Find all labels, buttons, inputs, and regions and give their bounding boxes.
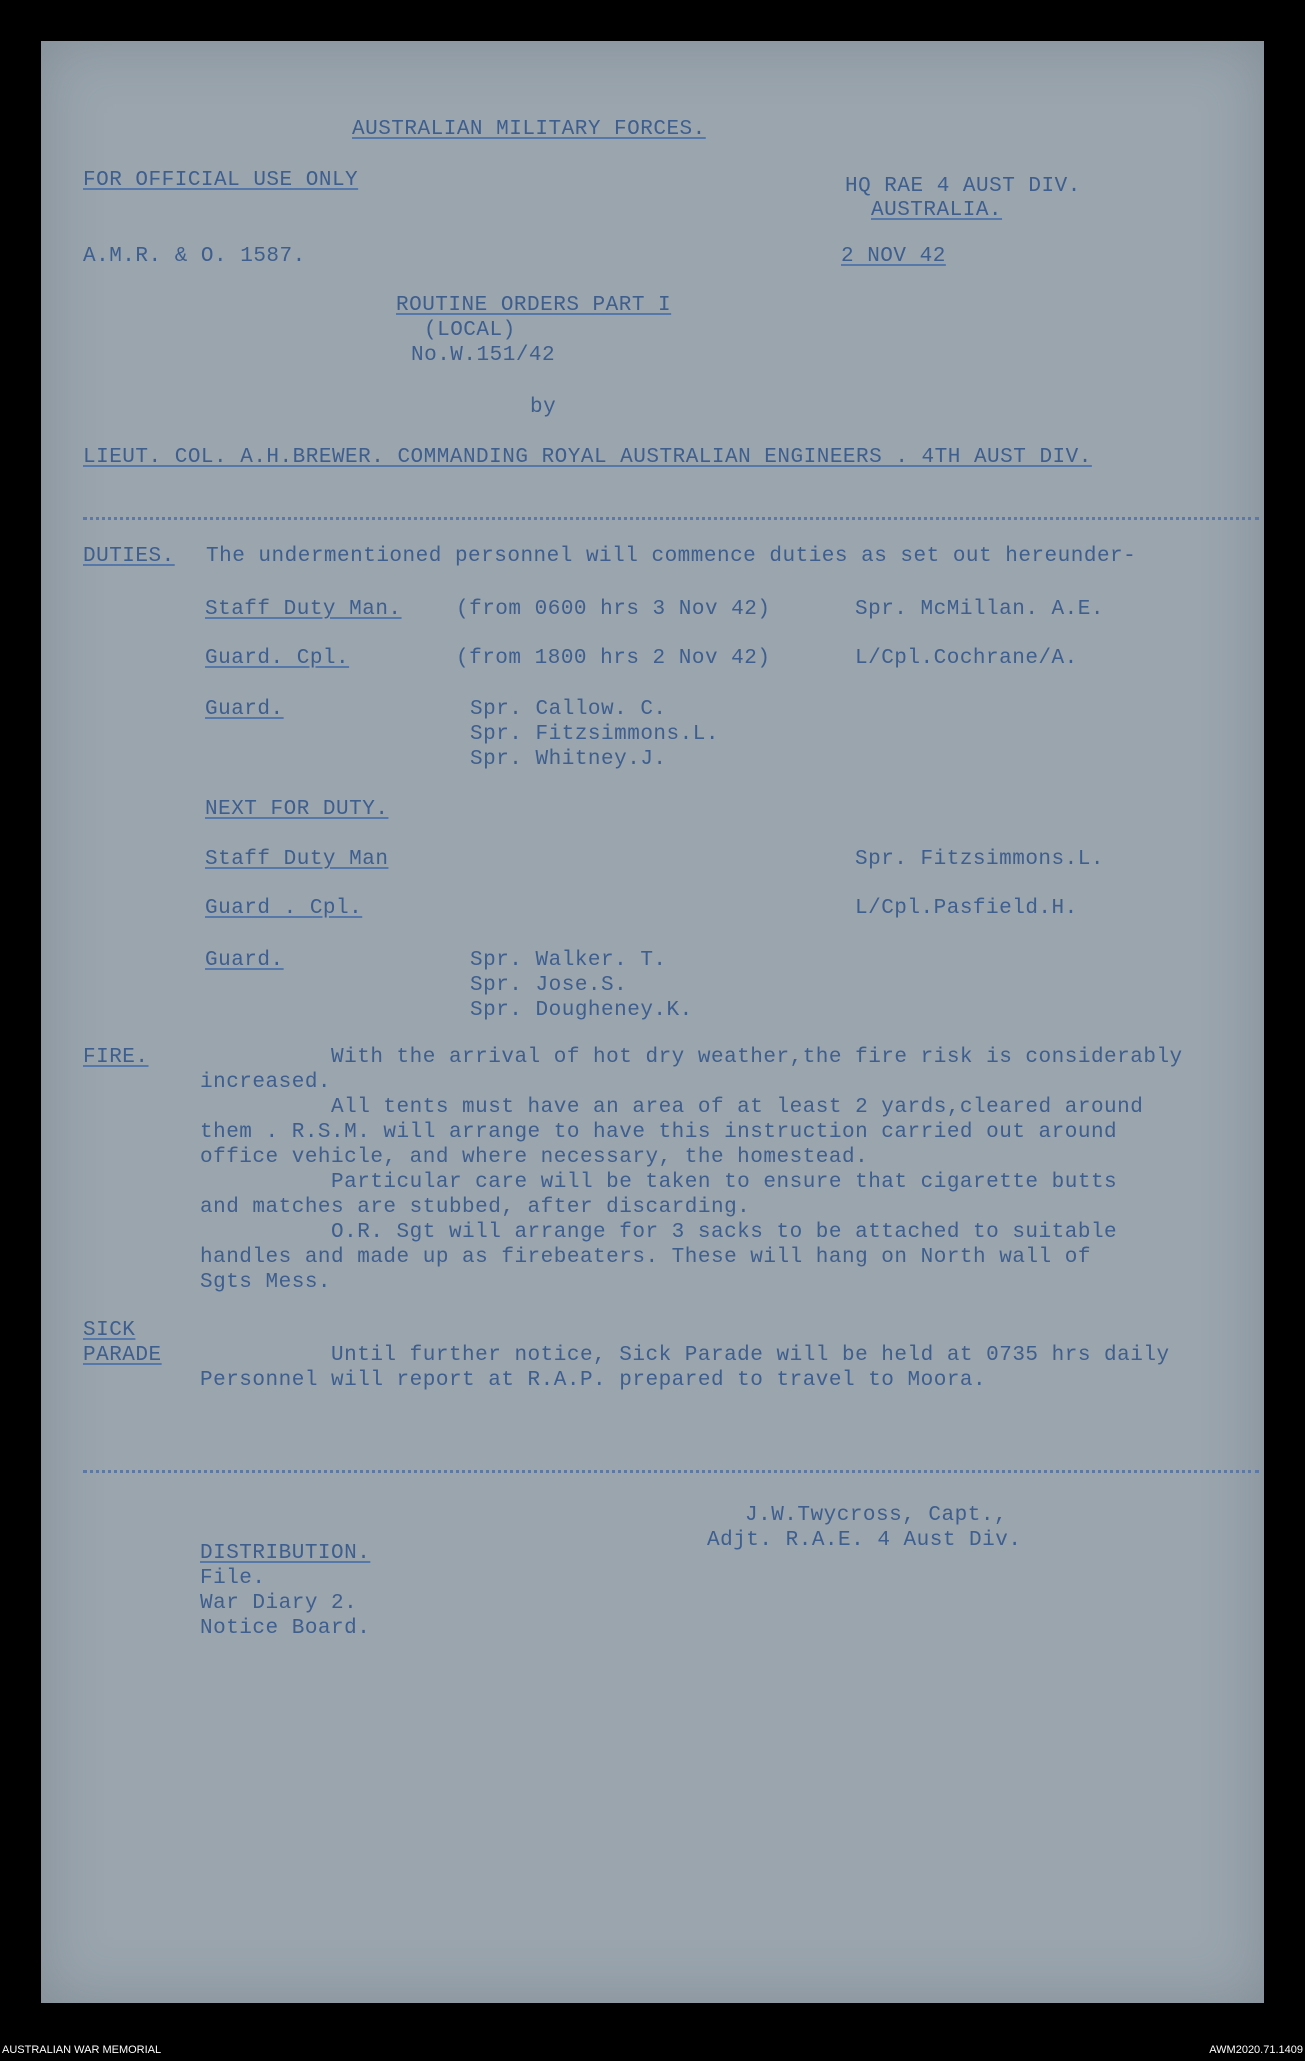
- fire-line: Particular care will be taken to ensure that cigarette butts: [200, 1171, 1118, 1194]
- fire-line: Sgts Mess.: [200, 1271, 332, 1294]
- fire-line: increased.: [200, 1071, 332, 1094]
- fire-line: All tents must have an area of at least 2 yards,cleared around: [200, 1096, 1144, 1119]
- guard-name-1: Spr. Callow. C.: [470, 698, 667, 721]
- sick-line: Until further notice, Sick Parade will be held at 0735 hrs daily: [200, 1344, 1170, 1367]
- next-guard-name-2: Spr. Jose.S.: [470, 974, 628, 997]
- title-line1: ROUTINE ORDERS PART I: [396, 294, 672, 317]
- distribution-item: War Diary 2.: [200, 1592, 358, 1615]
- next-guard-name-3: Spr. Dougheney.K.: [470, 999, 693, 1022]
- section-divider: [83, 517, 1259, 520]
- fire-heading: FIRE.: [83, 1046, 149, 1069]
- next-staff-label: Staff Duty Man: [205, 848, 389, 871]
- sick-heading-1: SICK: [83, 1319, 136, 1342]
- fire-line: and matches are stubbed, after discarding.: [200, 1196, 751, 1219]
- fire-line: handles and made up as firebeaters. These will hang on North wall of: [200, 1246, 1091, 1269]
- order-date: 2 NOV 42: [841, 245, 946, 268]
- staff-duty-label: Staff Duty Man.: [205, 598, 402, 621]
- signature-name: J.W.Twycross, Capt.,: [745, 1504, 1008, 1527]
- duties-intro: The undermentioned personnel will commence duties as set out hereunder-: [206, 545, 1137, 568]
- next-staff-name: Spr. Fitzsimmons.L.: [855, 848, 1104, 871]
- guard-cpl-name: L/Cpl.Cochrane/A.: [855, 647, 1078, 670]
- duties-heading: DUTIES.: [83, 545, 175, 568]
- commander-line: LIEUT. COL. A.H.BREWER. COMMANDING ROYAL AUSTRALIAN ENGINEERS . 4TH AUST DIV.: [83, 446, 1092, 469]
- distribution-heading: DISTRIBUTION.: [200, 1542, 371, 1565]
- staff-duty-time: (from 0600 hrs 3 Nov 42): [456, 598, 771, 621]
- next-duty-heading: NEXT FOR DUTY.: [205, 798, 389, 821]
- guard-label: Guard.: [205, 698, 284, 721]
- guard-name-2: Spr. Fitzsimmons.L.: [470, 723, 719, 746]
- fire-line: them . R.S.M. will arrange to have this instruction carried out around: [200, 1121, 1118, 1144]
- title-by: by: [530, 396, 557, 419]
- sick-heading-2: PARADE: [83, 1344, 162, 1367]
- footer-institution: AUSTRALIAN WAR MEMORIAL: [2, 2044, 162, 2056]
- guard-cpl-time: (from 1800 hrs 2 Nov 42): [456, 647, 771, 670]
- fire-line: With the arrival of hot dry weather,the fire risk is considerably: [200, 1046, 1183, 1069]
- staff-duty-name: Spr. McMillan. A.E.: [855, 598, 1104, 621]
- next-guard-label: Guard.: [205, 949, 284, 972]
- signature-title: Adjt. R.A.E. 4 Aust Div.: [707, 1529, 1022, 1552]
- next-cpl-name: L/Cpl.Pasfield.H.: [855, 897, 1078, 920]
- order-number: No.W.151/42: [411, 344, 556, 367]
- sick-line: Personnel will report at R.A.P. prepared to travel to Moora.: [200, 1369, 987, 1392]
- fire-line: O.R. Sgt will arrange for 3 sacks to be attached to suitable: [200, 1221, 1118, 1244]
- classification: FOR OFFICIAL USE ONLY: [83, 169, 359, 192]
- next-cpl-label: Guard . Cpl.: [205, 897, 363, 920]
- hq-line1: HQ RAE 4 AUST DIV.: [845, 175, 1081, 198]
- reference-number: A.M.R. & O. 1587.: [83, 245, 306, 268]
- next-guard-name-1: Spr. Walker. T.: [470, 949, 667, 972]
- distribution-item: Notice Board.: [200, 1617, 371, 1640]
- footer-accession: AWM2020.71.1409: [1209, 2044, 1303, 2056]
- hq-line2: AUSTRALIA.: [871, 199, 1003, 222]
- distribution-item: File.: [200, 1567, 266, 1590]
- section-divider: [83, 1470, 1259, 1473]
- guard-cpl-label: Guard. Cpl.: [205, 647, 350, 670]
- org-heading: AUSTRALIAN MILITARY FORCES.: [352, 118, 706, 141]
- fire-line: office vehicle, and where necessary, the homestead.: [200, 1146, 869, 1169]
- guard-name-3: Spr. Whitney.J.: [470, 748, 667, 771]
- title-line2: (LOCAL): [424, 319, 516, 342]
